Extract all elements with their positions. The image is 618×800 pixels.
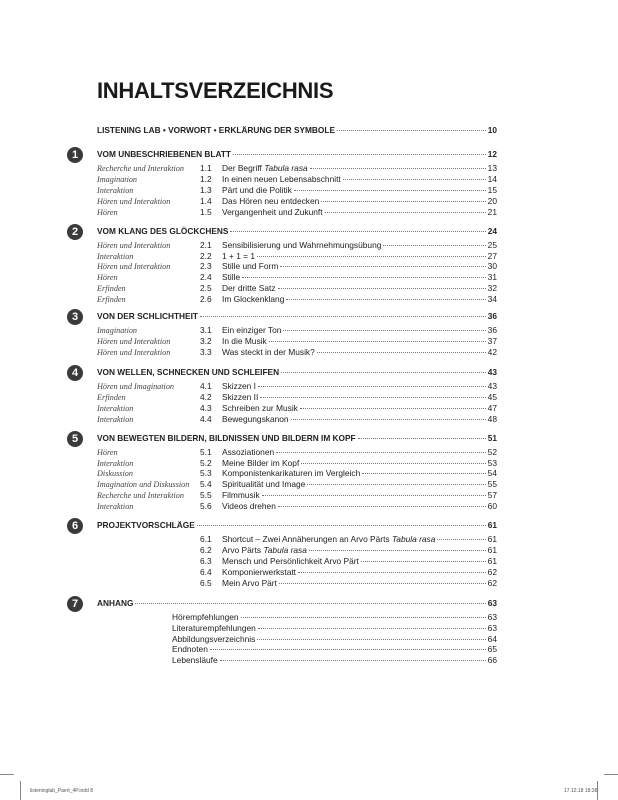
dot-leader (294, 190, 486, 191)
page-number: 25 (487, 240, 497, 250)
dot-leader (317, 352, 486, 353)
toc-entry-row[interactable] (172, 612, 497, 623)
activity-category: Erfinden (97, 283, 126, 293)
entry-number: 6.3 (200, 556, 212, 567)
entry-number: 1.2 (200, 174, 212, 185)
toc-entry-row[interactable] (97, 468, 497, 479)
dot-leader (298, 572, 486, 573)
dot-leader (358, 438, 486, 439)
footer-filename: listeninglab_Paert_4P.indd 8 (30, 788, 94, 794)
entry-title (222, 261, 278, 272)
entry-title (222, 294, 284, 305)
activity-category: Recherche und Interaktion (97, 490, 184, 500)
activity-category: Erfinden (97, 294, 126, 304)
entry-number: 5.6 (200, 500, 212, 511)
toc-intro-row[interactable] (97, 125, 497, 136)
activity-category: Diskussion (97, 469, 133, 479)
entry-title-text: Videos drehen (222, 500, 276, 511)
entry-number: 5.1 (200, 447, 212, 457)
entry-title-italic: Tabula rasa (264, 163, 308, 173)
entry-title (172, 612, 239, 623)
activity-category: Erfinden (97, 393, 126, 403)
toc-entry-row[interactable] (97, 392, 497, 403)
toc-entry-row[interactable] (97, 381, 497, 392)
chapter-number-badge: 4 (67, 365, 83, 381)
entry-title (222, 545, 307, 556)
entry-title (222, 392, 258, 403)
entry-number: 5.2 (200, 457, 212, 468)
entry-title-text: Bewegungskanon (222, 414, 289, 425)
dot-leader (281, 372, 486, 373)
entry-title (222, 336, 267, 347)
dot-leader (343, 179, 486, 180)
entry-title-text: Stille (222, 272, 241, 283)
entry-title-text: Literaturempfehlungen (172, 622, 256, 633)
entry-number: 2.5 (200, 282, 212, 293)
entry-number: 3.1 (200, 325, 212, 335)
page-number: 48 (487, 414, 497, 425)
entry-title (172, 623, 256, 634)
dot-leader (362, 473, 485, 474)
dot-leader (230, 231, 485, 232)
entry-number: 2.1 (200, 240, 212, 250)
dot-leader (258, 628, 486, 629)
page-number: 43 (487, 367, 497, 377)
entry-title (172, 644, 208, 655)
entry-number: 1.5 (200, 207, 212, 218)
toc-entry-row[interactable] (97, 163, 497, 174)
page-number: 55 (487, 479, 497, 490)
page-number: 34 (487, 293, 497, 304)
toc-entry-row[interactable] (97, 283, 497, 294)
page-number: 64 (487, 633, 497, 644)
entry-title (222, 578, 277, 589)
entry-title (222, 163, 308, 174)
dot-leader (210, 649, 486, 650)
dot-leader (280, 266, 485, 267)
dot-leader (437, 539, 485, 540)
entry-number: 4.1 (200, 381, 212, 391)
dot-leader (300, 408, 486, 409)
activity-category: Hören und Interaktion (97, 241, 171, 250)
entry-title (222, 490, 260, 501)
entry-title-text: 1 + 1 = 1 (222, 250, 256, 261)
activity-category: Hören und Interaktion (97, 348, 171, 358)
page-number: 61 (487, 556, 497, 567)
page-number: 65 (487, 644, 497, 655)
entry-number: 6.2 (200, 545, 212, 556)
chapter-heading-row[interactable] (97, 311, 497, 322)
activity-category: Hören (97, 448, 118, 457)
entry-title-text: Mein Arvo Pärt (222, 578, 277, 589)
entry-number: 4.2 (200, 392, 212, 403)
entry-title-text: Komponistenkarikaturen im Vergleich (222, 468, 361, 479)
entry-title-text: Ein einziger Ton (222, 325, 282, 335)
activity-category: Imagination (97, 175, 138, 185)
chapter-heading-row[interactable] (97, 520, 497, 531)
activity-category: Interaktion (97, 501, 134, 511)
activity-category: Interaktion (97, 251, 134, 261)
entry-title-text: Vergangenheit und Zukunft (222, 207, 323, 218)
entry-title (222, 207, 323, 218)
entry-title-text: Abbildungsverzeichnis (172, 633, 256, 644)
entry-title-text: Der Begriff (222, 163, 265, 173)
toc-entry-row[interactable] (172, 644, 497, 655)
toc-entry-row[interactable] (97, 556, 497, 567)
entry-title-text: Das Hören neu entdecken (222, 196, 320, 207)
toc-entry-row[interactable] (97, 534, 497, 545)
page-number: 57 (487, 489, 497, 500)
page-number: 63 (487, 622, 497, 633)
page-number: 10 (487, 125, 497, 135)
dot-leader (276, 452, 486, 453)
toc-entry-row[interactable] (97, 447, 497, 458)
page-number: 37 (487, 336, 497, 347)
entry-title-text: Stille und Form (222, 261, 279, 272)
entry-title (222, 185, 292, 196)
entry-title (222, 381, 256, 392)
entry-number: 6.1 (200, 534, 212, 544)
entry-title-text: Lebensläufe (172, 655, 218, 666)
dot-leader (291, 419, 486, 420)
dot-leader (307, 484, 485, 485)
activity-category: Imagination und Diskussion (97, 480, 190, 490)
dot-leader (233, 154, 486, 155)
activity-category: Hören und Imagination (97, 382, 175, 391)
page-number: 62 (487, 578, 497, 589)
dot-leader (197, 525, 486, 526)
page-number: 31 (487, 272, 497, 283)
chapter-heading-row[interactable] (97, 226, 497, 237)
entry-title (222, 501, 276, 512)
toc-entry-row[interactable] (97, 325, 497, 336)
activity-category: Hören und Interaktion (97, 197, 171, 207)
entry-title (222, 251, 255, 262)
dot-leader (262, 495, 486, 496)
dot-leader (241, 617, 486, 618)
entry-title-text: Der dritte Satz (222, 282, 276, 293)
chapter-title: VOM KLANG DES GLÖCKCHENS (97, 226, 229, 236)
activity-category: Interaktion (97, 415, 134, 425)
dot-leader (242, 277, 486, 278)
entry-title-text: In einen neuen Lebensabschnitt (222, 174, 341, 185)
chapter-heading-row[interactable] (97, 367, 497, 378)
entry-number: 2.6 (200, 293, 212, 304)
toc-entry-row[interactable] (97, 294, 497, 305)
entry-title (222, 567, 296, 578)
activity-category: Interaktion (97, 458, 134, 468)
entry-title (222, 479, 305, 490)
entry-title (222, 468, 360, 479)
page-number: 61 (487, 534, 497, 544)
entry-title (222, 556, 359, 567)
page-title: INHALTSVERZEICHNIS (97, 78, 334, 103)
entry-title-text: Filmmusik (222, 489, 260, 500)
dot-leader (257, 256, 486, 257)
chapter-number-badge: 6 (67, 518, 83, 534)
dot-leader (321, 201, 485, 202)
page-number: 42 (487, 347, 497, 358)
entry-number: 6.5 (200, 578, 212, 589)
entry-title (222, 447, 274, 458)
toc-entry-row[interactable] (97, 414, 497, 425)
page-number: 21 (487, 207, 497, 218)
chapter-number-badge: 2 (67, 224, 83, 240)
page-number: 24 (487, 226, 497, 236)
entry-number: 6.4 (200, 567, 212, 578)
page-number: 63 (487, 598, 497, 608)
entry-number: 5.4 (200, 479, 212, 490)
dot-leader (279, 583, 486, 584)
entry-title-text: Schreiben zur Musik (222, 403, 298, 414)
activity-category: Hören (97, 273, 118, 283)
entry-title-text: Was steckt in der Musik? (222, 347, 315, 358)
toc-entry-row[interactable] (97, 185, 497, 196)
page-number: 36 (487, 325, 497, 335)
entry-title (222, 534, 435, 545)
chapter-number-badge: 5 (67, 431, 83, 447)
chapter-title: PROJEKTVORSCHLÄGE (97, 520, 195, 530)
entry-number: 2.4 (200, 272, 212, 283)
page-number: 12 (487, 149, 497, 159)
page-number: 15 (487, 185, 497, 196)
entry-title (222, 347, 315, 358)
activity-category: Imagination (97, 326, 138, 335)
entry-title (222, 174, 341, 185)
activity-category: Hören (97, 208, 118, 218)
dot-leader (310, 168, 486, 169)
entry-number: 3.3 (200, 347, 212, 358)
toc-entry-row[interactable] (97, 272, 497, 283)
toc-entry-row[interactable] (97, 174, 497, 185)
entry-title-text: Mensch und Persönlichkeit Arvo Pärt (222, 556, 359, 567)
dot-leader (269, 341, 486, 342)
toc-intro-label: LISTENING LAB • VORWORT • ERKLÄRUNG DER SYMBOLE (97, 125, 335, 135)
page-number: 60 (487, 500, 497, 511)
toc-entry-row[interactable] (172, 623, 497, 634)
toc-entry-row[interactable] (97, 240, 497, 251)
toc-entry-row[interactable] (97, 207, 497, 218)
toc-entry-row[interactable] (97, 251, 497, 262)
toc-entry-row[interactable] (172, 655, 497, 666)
entry-number: 1.4 (200, 196, 212, 207)
entry-number: 5.5 (200, 489, 212, 500)
entry-title (172, 634, 255, 645)
entry-number: 3.2 (200, 336, 212, 347)
activity-category: Interaktion (97, 186, 134, 196)
entry-title (222, 196, 319, 207)
toc-entry-row[interactable] (97, 567, 497, 578)
page-number: 47 (487, 403, 497, 414)
entry-number: 5.3 (200, 468, 212, 479)
footer-timestamp: 17.12.18 18:38 (564, 788, 598, 794)
entry-title-text: Hörempfehlungen (172, 612, 239, 622)
entry-title (222, 283, 276, 294)
toc-entry-row[interactable] (97, 578, 497, 589)
dot-leader (278, 506, 486, 507)
toc-entry-row[interactable] (97, 347, 497, 358)
page-number: 27 (487, 250, 497, 261)
page-number: 61 (487, 520, 497, 530)
chapter-number-badge: 1 (67, 147, 83, 163)
dot-leader (383, 245, 485, 246)
entry-title-text: Skizzen II (222, 392, 259, 403)
dot-leader (309, 550, 486, 551)
entry-title-text: Endnoten (172, 644, 208, 655)
entry-number: 4.4 (200, 414, 212, 425)
toc-entry-row[interactable] (97, 545, 497, 556)
entry-title-text: In die Musik (222, 336, 267, 347)
chapter-title: VOM UNBESCHRIEBENEN BLATT (97, 149, 231, 159)
chapter-title: ANHANG (97, 598, 134, 608)
entry-title (222, 458, 299, 469)
entry-title-text: Komponierwerkstatt (222, 567, 297, 578)
entry-title (222, 403, 298, 414)
page-number: 66 (487, 655, 497, 666)
page-number: 52 (487, 447, 497, 457)
page-number: 32 (487, 282, 497, 293)
dot-leader (200, 316, 486, 317)
activity-category: Hören und Interaktion (97, 262, 171, 272)
entry-number: 2.3 (200, 261, 212, 272)
entry-title (222, 325, 281, 336)
dot-leader (337, 130, 486, 131)
dot-leader (260, 397, 485, 398)
dot-leader (325, 212, 486, 213)
dot-leader (286, 299, 485, 300)
toc-entry-row[interactable] (97, 261, 497, 272)
page-number: 51 (487, 433, 497, 443)
page-number: 45 (487, 392, 497, 403)
entry-title-text: Shortcut – Zwei Annäherungen an Arvo Pärts (222, 534, 392, 544)
toc-entry-row[interactable] (97, 501, 497, 512)
dot-leader (301, 463, 485, 464)
page-number: 53 (487, 457, 497, 468)
entry-title-text: Arvo Pärts (222, 545, 264, 556)
dot-leader (220, 660, 486, 661)
entry-title-text: Sensibilisierung und Wahrnehmungsübung (222, 240, 382, 250)
activity-category: Interaktion (97, 404, 134, 414)
chapter-number-badge: 7 (67, 596, 83, 612)
entry-title-text: Meine Bilder im Kopf (222, 457, 300, 468)
chapter-title: VON WELLEN, SCHNECKEN UND SCHLEIFEN (97, 367, 280, 377)
dot-leader (361, 561, 486, 562)
toc-entry-row[interactable] (172, 634, 497, 645)
entry-title (172, 655, 218, 666)
page-number: 30 (487, 261, 497, 272)
entry-title-text: Im Glockenklang (222, 293, 285, 304)
dot-leader (135, 603, 485, 604)
toc-entry-row[interactable] (97, 479, 497, 490)
entry-title-text: Pärt und die Politik (222, 185, 292, 196)
entry-title (222, 272, 240, 283)
chapter-heading-row[interactable] (97, 433, 497, 444)
page-number: 63 (487, 612, 497, 622)
entry-title-text: Spiritualität und Image (222, 479, 306, 490)
dot-leader (283, 330, 485, 331)
chapter-heading-row[interactable] (97, 598, 497, 609)
page-number: 62 (487, 567, 497, 578)
dot-leader (257, 639, 485, 640)
chapter-title: VON DER SCHLICHTHEIT (97, 311, 198, 321)
entry-number: 4.3 (200, 403, 212, 414)
entry-number: 1.1 (200, 163, 212, 173)
page-number: 14 (487, 174, 497, 185)
entry-title (222, 414, 289, 425)
activity-category: Recherche und Interaktion (97, 164, 184, 173)
dot-leader (278, 288, 486, 289)
chapter-title: VON BEWEGTEN BILDERN, BILDNISSEN UND BILDERN IM KOPF (97, 433, 356, 443)
page-number: 20 (487, 196, 497, 207)
page-number: 36 (487, 311, 497, 321)
entry-title-italic: Tabula rasa (391, 534, 436, 544)
entry-number: 2.2 (200, 250, 212, 261)
activity-category: Hören und Interaktion (97, 337, 171, 347)
entry-title-italic: Tabula rasa (263, 545, 307, 556)
entry-number: 1.3 (200, 185, 212, 196)
toc-entry-row[interactable] (97, 458, 497, 469)
dot-leader (258, 386, 486, 387)
page-number: 54 (487, 468, 497, 479)
entry-title-text: Skizzen I (222, 381, 256, 391)
chapter-number-badge: 3 (67, 309, 83, 325)
page-number: 61 (487, 545, 497, 556)
toc-entry-row[interactable] (97, 336, 497, 347)
toc-entry-row[interactable] (97, 196, 497, 207)
entry-title (222, 240, 381, 251)
entry-title-text: Assoziationen (222, 447, 275, 457)
page-number: 13 (487, 163, 497, 173)
chapter-heading-row[interactable] (97, 149, 497, 160)
toc-entry-row[interactable] (97, 403, 497, 414)
toc-entry-row[interactable] (97, 490, 497, 501)
page-number: 43 (487, 381, 497, 391)
